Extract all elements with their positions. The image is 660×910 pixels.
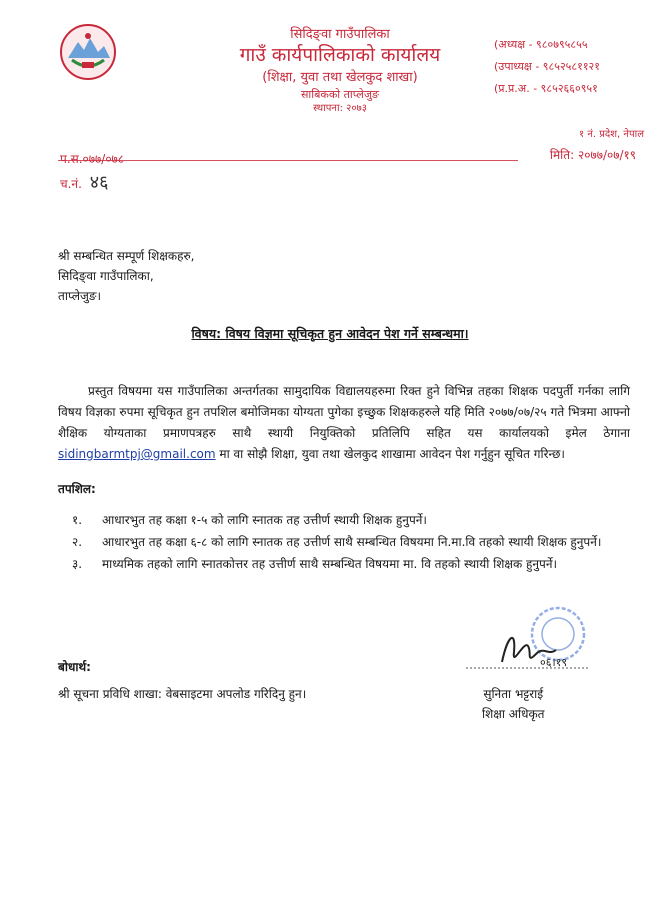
dispatch-number bbox=[60, 170, 108, 194]
office-address: साबिकको ताप्लेजुङ bbox=[301, 88, 379, 101]
municipality-name: सिदिङ्वा गाउँपालिका bbox=[290, 27, 390, 42]
letterhead-divider bbox=[58, 160, 518, 161]
signer-title: शिक्षा अधिकृत bbox=[482, 707, 545, 721]
phone-chair: (अध्यक्ष - ९८०७९५८५५ bbox=[494, 38, 588, 51]
signer-block bbox=[482, 684, 545, 724]
office-name: गाउँ कार्यपालिकाको कार्यालय bbox=[239, 44, 441, 66]
established-year: स्थापना: २०७३ bbox=[313, 103, 367, 114]
addressee-line-3: ताप्लेजुङ। bbox=[58, 289, 102, 303]
list-item-text: आधारभुत तह कक्षा ६-८ को लागि स्नातक तह उत्तीर्ण साथै सम्बन्धित विषयमा नि.मा.वि तहको स्थायी शिक्षक हुनुपर्ने। bbox=[102, 535, 602, 549]
info-heading: बोधार्थ: bbox=[58, 660, 91, 674]
addressee-block bbox=[58, 246, 194, 306]
subject-line bbox=[0, 325, 660, 342]
info-recipient: श्री सूचना प्रविधि शाखा: वेबसाइटमा अपलोड गरिदिनु हुन। bbox=[58, 687, 307, 701]
list-item-number: १. bbox=[72, 513, 83, 527]
list-item-text: माध्यमिक तहको लागि स्नातकोत्तर तह उत्तीर्ण साथै सम्बन्धित विषयमा मा. वि तहको स्थायी शिक्षक हुनुपर्ने। bbox=[102, 557, 558, 571]
details-heading: तपशिल: bbox=[58, 482, 96, 496]
list-item bbox=[72, 509, 601, 531]
nepal-emblem-icon bbox=[58, 22, 118, 82]
list-item-number: २. bbox=[72, 535, 83, 549]
dispatch-value: ४६ bbox=[89, 172, 109, 193]
addressee-line-2: सिदिङ्वा गाउँपालिका, bbox=[58, 269, 154, 283]
signer-name: सुनिता भट्टराई bbox=[483, 687, 544, 701]
letterhead bbox=[180, 26, 500, 115]
phone-cao: (प्र.प्र.अ. - ९८५२६६०९५१ bbox=[494, 82, 598, 95]
list-item-text: आधारभुत तह कक्षा १-५ को लागि स्नातक तह उत्तीर्ण स्थायी शिक्षक हुनुपर्ने। bbox=[102, 513, 427, 527]
phone-vice-chair: (उपाध्यक्ष - ९८५२५८११२१ bbox=[494, 60, 600, 73]
province-label: १ नं. प्रदेश, नेपाल bbox=[578, 129, 644, 140]
email-link[interactable]: sidingbarmtpj@gmail.com bbox=[58, 447, 216, 461]
list-item bbox=[72, 553, 601, 575]
body-paragraph bbox=[58, 381, 630, 465]
signature-date: ०६।१९ bbox=[540, 656, 568, 669]
list-item-number: ३. bbox=[72, 557, 83, 571]
details-list bbox=[72, 509, 601, 575]
signature-icon bbox=[464, 612, 594, 676]
dispatch-label: च.नं. bbox=[60, 177, 82, 191]
subject-text: विषय: विषय विज्ञमा सूचिकृत हुन आवेदन पेश गर्ने सम्बन्धमा। bbox=[191, 326, 469, 341]
list-item bbox=[72, 531, 601, 553]
contact-phones bbox=[494, 34, 600, 100]
body-text: प्रस्तुत विषयमा यस गाउँपालिका अन्तर्गतका सामुदायिक विद्यालयहरुमा रिक्त हुने विभिन्न तहका शिक्षक पदपुर्ती गर्नका लागि विषय विज्ञका रुपमा सूचिकृत हुन तपशिल बमोजिमका योग्यता पुगेका इच्छुक शिक्षकहरुले यहि मिति २०७७/०७/२५ गते भित्रमा आफ्नो शैक्षिक योग्यताका प्रमाणपत्रहरु साथै स्थायी नियुक्तिको प्रतिलिपि सहित यस कार्यालयको इमेल ठेगाना bbox=[58, 384, 630, 440]
letter-date: मिति: २०७७/०७/१९ bbox=[549, 148, 636, 162]
addressee-line-1: श्री सम्बन्धित सम्पूर्ण शिक्षकहरु, bbox=[58, 249, 195, 263]
reference-number: प.स.०७७/०७८ bbox=[60, 152, 125, 166]
body-tail: मा वा सोझै शिक्षा, युवा तथा खेलकुद शाखामा आवेदन पेश गर्नुहुन सूचित गरिन्छ। bbox=[215, 447, 565, 461]
section-name: (शिक्षा, युवा तथा खेलकुद शाखा) bbox=[262, 70, 418, 85]
